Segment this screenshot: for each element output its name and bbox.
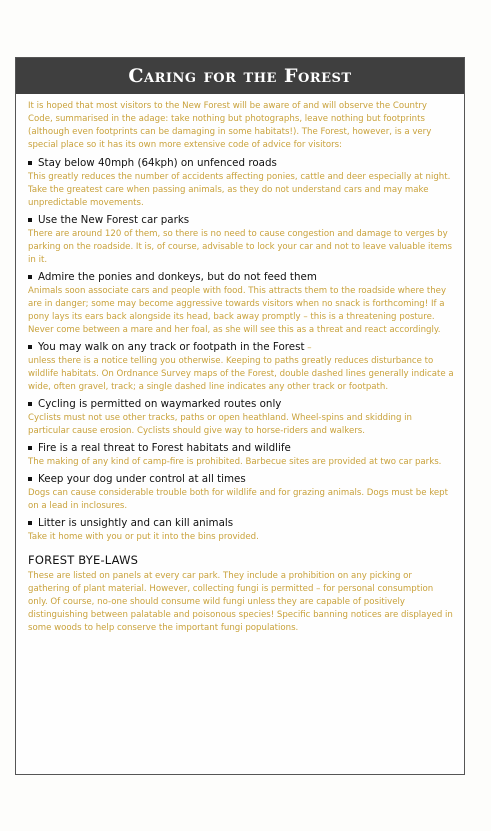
bullet-icon [28,521,32,525]
item-title [28,517,454,531]
list-item [28,214,454,267]
bullet-icon [28,218,32,222]
bullet-icon [28,477,32,481]
bullet-icon [28,275,32,279]
byelaws-paragraph: These are listed on panels at every car park. They include a prohibition on any picking or gathering of plant material. However, collecting fungi is permitted – for personal consumption only. Of course, no-one should consume wild fungi unless they are capable of positively distinguishing between palatable and poisonous species! Specific banning notices are displayed in some woods to help conserve the important fungi populations. [28,571,453,633]
item-title-text-wrap [38,341,312,355]
item-title [28,271,454,285]
bullet-icon [28,402,32,406]
item-title-text-wrap [38,473,246,487]
item-title-text: Litter is unsightly and can kill animals [38,517,234,529]
byelaws-heading: FOREST BYE-LAWS [28,553,139,567]
item-title-text-wrap [38,157,277,171]
intro-paragraph: It is hoped that most visitors to the New Forest will be aware of and will observe the Country Code, summarised in the adage: take nothing but photographs, leave nothing but footprints (although even footprints can be damaging in some habitats!). The Forest, however, is a very special place so it has its own more extensive code of advice for visitors: [28,101,432,150]
item-title-text-wrap [38,214,189,228]
list-item [28,473,454,513]
panel-header [16,58,464,94]
item-description: Dogs can cause considerable trouble both for wildlife and for grazing animals. Dogs must be kept on a lead in inclosures. [28,488,448,511]
item-title [28,398,454,412]
item-title-text: Stay below 40mph (64kph) on unfenced roads [38,157,277,169]
item-title [28,214,454,228]
item-description: There are around 120 of them, so there is no need to cause congestion and damage to verges by parking on the roadside. It is, of course, advisable to lock your car and not to leave valuable items in it. [28,229,452,265]
item-title [28,157,454,171]
item-title-suffix: – [304,343,312,353]
item-title-text-wrap [38,442,291,456]
item-title [28,442,454,456]
code-list [28,157,454,544]
list-item [28,157,454,210]
bullet-icon [28,161,32,165]
list-item [28,442,454,469]
item-title-text: Admire the ponies and donkeys, but do not feed them [38,271,317,283]
item-title-text: Fire is a real threat to Forest habitats and wildlife [38,442,291,454]
panel-title: Caring for the Forest [128,65,352,87]
bullet-icon [28,345,32,349]
item-description: Animals soon associate cars and people with food. This attracts them to the roadside where they are in danger; some may become aggressive towards visitors when no snack is forthcoming! If a pony lays its ears back alongside its head, back away promptly – this is a threatening posture. Never come between a mare and her foal, as she will see this as a threat and react accordingly. [28,286,447,335]
list-item [28,341,454,394]
item-title [28,341,454,355]
item-title-text: Keep your dog under control at all times [38,473,246,485]
item-title-text: Cycling is permitted on waymarked routes only [38,398,282,410]
item-title-text-wrap [38,271,317,285]
list-item [28,517,454,544]
item-title-text: You may walk on any track or footpath in the Forest [38,341,305,353]
item-description: Cyclists must not use other tracks, paths or open heathland. Wheel-spins and skidding in particular cause erosion. Cyclists should give way to horse-riders and walkers. [28,413,412,436]
list-item [28,398,454,438]
item-title-text-wrap [38,398,281,412]
item-description: The making of any kind of camp-fire is prohibited. Barbecue sites are provided at two car parks. [28,457,442,467]
item-title-text-wrap [38,517,233,531]
forest-code-panel [15,57,465,775]
list-item [28,271,454,337]
item-description: Take it home with you or put it into the bins provided. [28,532,259,542]
item-description: This greatly reduces the number of accidents affecting ponies, cattle and deer especially at night. Take the greatest care when passing animals, as they do not understand cars and may make unpredictable movements. [28,172,451,208]
panel-content [16,94,464,635]
item-title-text: Use the New Forest car parks [38,214,190,226]
item-description: unless there is a notice telling you otherwise. Keeping to paths greatly reduces disturbance to wildlife habitats. On Ordnance Survey maps of the Forest, double dashed lines generally indicate a wide, often gravel, track; a single dashed line indicates any other track or footpath. [28,356,454,392]
bullet-icon [28,446,32,450]
item-title [28,473,454,487]
